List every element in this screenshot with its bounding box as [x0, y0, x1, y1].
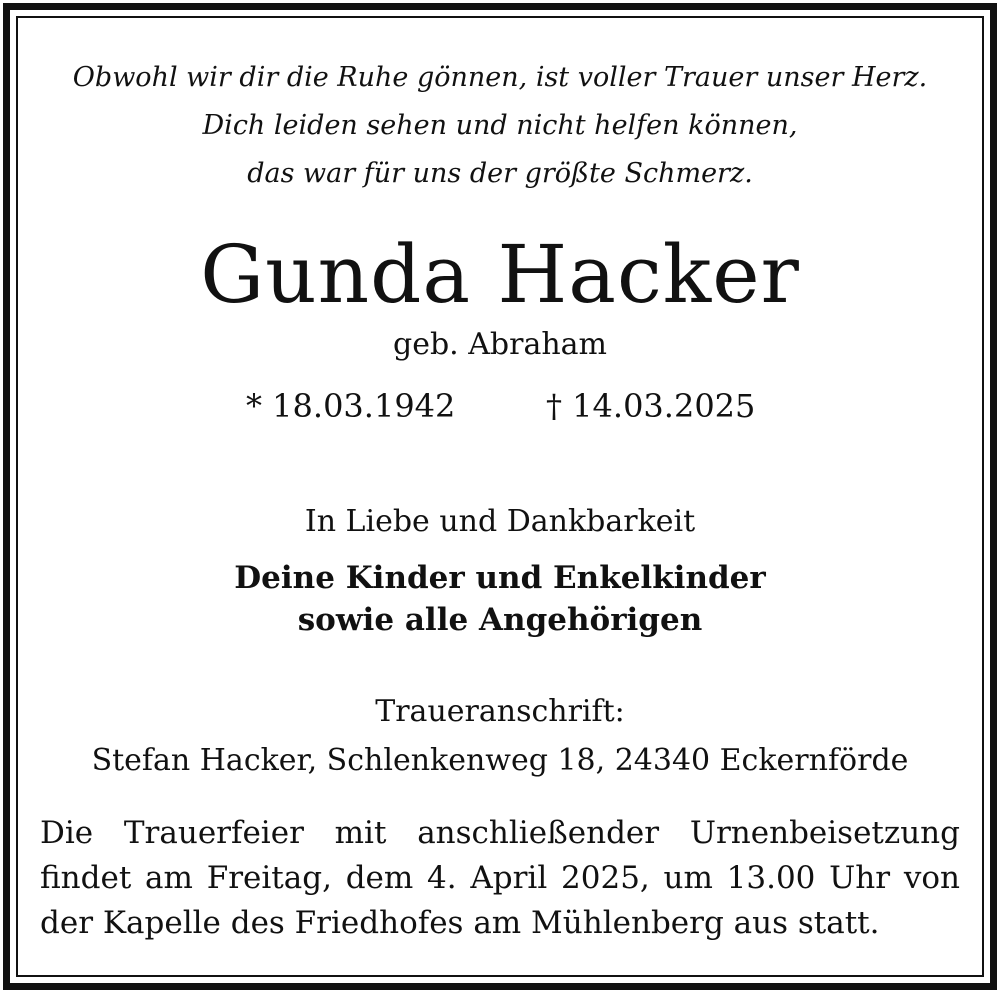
ceremony-line-1: Die Trauerfeier mit anschließender Urnenbeisetzung — [40, 815, 960, 851]
deceased-name: Gunda Hacker — [200, 228, 800, 321]
poem-line-2: Dich leiden sehen und nicht helfen können, — [202, 110, 798, 141]
thanks-line: In Liebe und Dankbarkeit — [304, 504, 696, 539]
death-date: † 14.03.2025 — [546, 387, 756, 425]
birth-date: * 18.03.1942 — [246, 387, 456, 425]
birth-name: geb. Abraham — [393, 327, 607, 362]
poem-line-3: das war für uns der größte Schmerz. — [247, 158, 753, 189]
life-dates — [0, 383, 1000, 429]
family-line-2: sowie alle Angehörigen — [297, 602, 703, 638]
poem-line-1: Obwohl wir dir die Ruhe gönnen, ist voller Trauer unser Herz. — [72, 62, 928, 93]
address-label: Traueranschrift: — [375, 694, 625, 729]
address-text: Stefan Hacker, Schlenkenweg 18, 24340 Eckernförde — [91, 743, 909, 778]
ceremony-line-3: der Kapelle des Friedhofes am Mühlenberg aus statt. — [40, 905, 880, 941]
ceremony-line-2: findet am Freitag, dem 4. April 2025, um 13.00 Uhr von — [40, 860, 960, 896]
family-line-1: Deine Kinder und Enkelkinder — [234, 560, 766, 596]
